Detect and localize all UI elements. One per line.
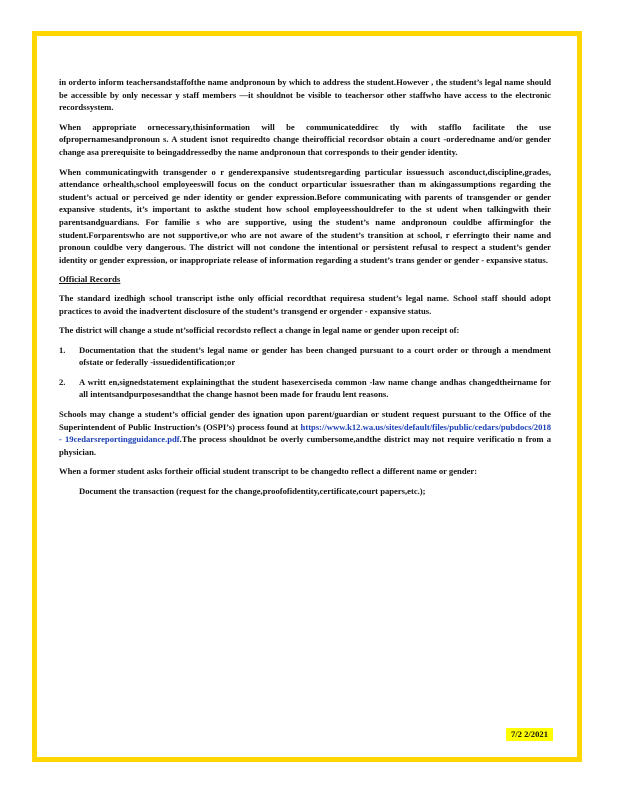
page-frame (32, 31, 582, 762)
gender-designation-text-after: .The process shouldnot be overly cumbersome,andthe district may not require verificatio n from a physician. (59, 434, 551, 457)
list-item (59, 344, 551, 369)
bullet-item-text: Document the transaction (request for the change,proofofidentity,certificate,court papers,etc.); (79, 486, 426, 497)
paragraph-record-change: The district will change a stude nt’sofficial recordsto reflect a change in legal name or gender upon receipt of: (59, 325, 460, 336)
paragraph-former-student: When a former student asks fortheir official student transcript to be changedto reflect a different name or gender: (59, 466, 478, 477)
paragraph-gender-designation (59, 408, 551, 458)
bullet-item (59, 485, 551, 498)
section-heading-official-records: Official Records (59, 274, 121, 285)
ospi-guidance-link[interactable]: https://www.k12.wa.us/sites/default/files/public/cedars/pubdocs/2018 - 19cedarsreportingguidance.pdf (59, 421, 551, 445)
list-marker: 2. (59, 376, 66, 387)
list-item-text: A writt en,signedstatement explainingthat the student hasexerciseda common -law name change andhas changedtheirname for all intentsandpurposesandthat the change hasnot been made for fraudu lent reasons. (79, 376, 551, 400)
gender-designation-text: Schools may change a student’s official gender des ignation upon parent/guardian or student request pursuant to the Office of the Superintendent of Public Instruction’s (OSPI’s) process found at (59, 409, 551, 432)
list-marker: 1. (59, 344, 66, 355)
list-item-text: Documentation that the student’s legal name or gender has been changed pursuant to a court order or through a mendment ofstate or federally -issuedidentification;or (79, 344, 551, 368)
paragraph-parents: When communicatingwith transgender o r genderexpansive studentsregarding particular issuessuch asconduct,discipline,grades, attendance orhealth,school employeeswill focus on the conduct orparticular issuesrather than m akingassumptions regarding the student’s actual or perceived ge nder identity or gender expression.Before communicating with parents of transgender or gender expansive students, it’s important to askthe student how school employeesshouldrefer to the st udent when talkingwith their parentsandguardians. For familie s who are supportive, using the student’s name andpronoun couldbe affirmingfor the student.Forparentswho are not supportive,or who are not aware of the student’s transition at school, r eferringto their name and pronoun couldbe very dangerous. The district will not condone the intentional or persistent refusal to respect a student’s gender identity or gender expression, or inappropriate release of information regarding a student’s trans gender or gender - expansive status. (59, 166, 551, 265)
date-stamp: 7/2 2/2021 (506, 728, 553, 741)
paragraph-communication: When appropriate ornecessary,thisinformation will be communicateddirec tly with stafflo facilitate the use ofpropernamesandpronoun s. A student isnot requiredto change theirofficial recordsor obtain a court -orderedname and/or gender change asa prerequisite to beingaddressedby the name andpronoun that corresponds to their gender identity. (59, 121, 551, 157)
document-body (59, 76, 551, 505)
paragraph-transcript: The standard izedhigh school transcript isthe only official recordthat requiresa student’s legal name. School staff should adopt practices to avoid the inadvertent disclosure of the student’s transgend er orgender - expansive status. (59, 292, 551, 316)
list-item (59, 376, 551, 401)
paragraph-confidentiality: in orderto inform teachersandstaffofthe name andpronoun by which to address the student.However , the student’s legal name should be accessible by only necessar y staff members —it shouldnot be visible to teachersor other staffwho have access to the electronic recordssystem. (59, 77, 551, 113)
